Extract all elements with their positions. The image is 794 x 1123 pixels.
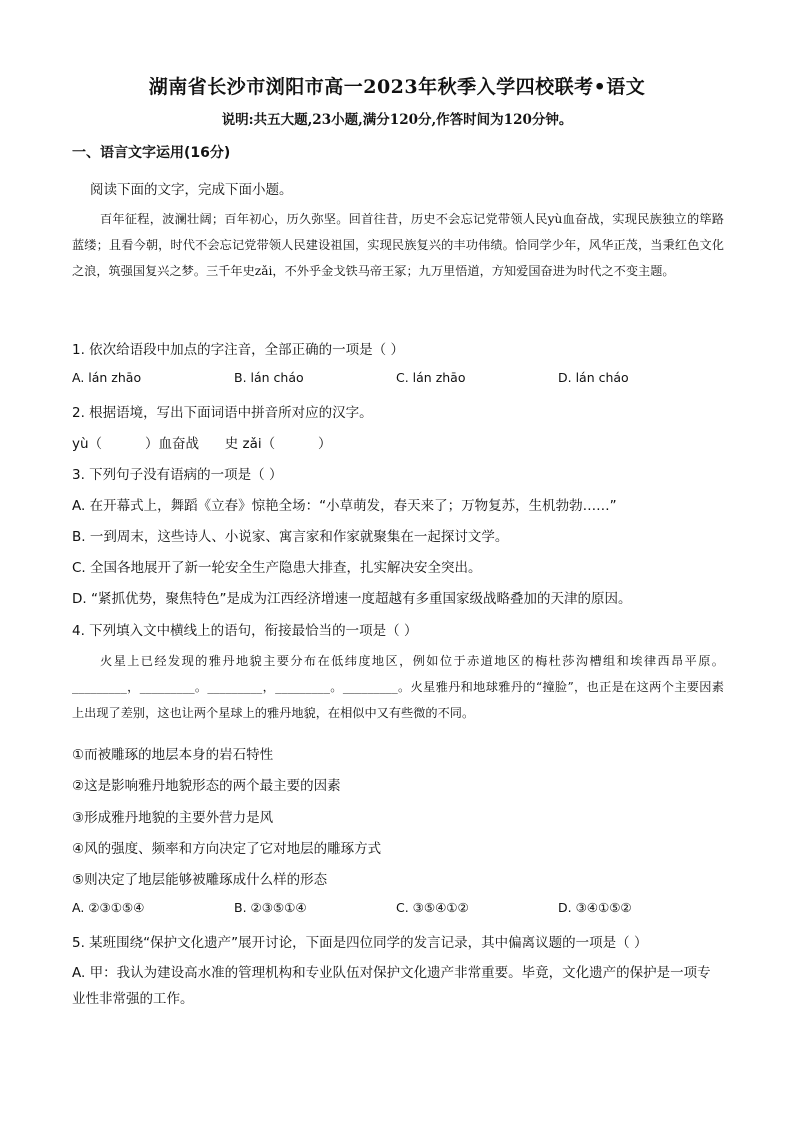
question-4-item-5: ⑤则决定了地层能够被雕琢成什么样的形态: [72, 872, 328, 888]
option-a[interactable]: A. ②③①⑤④: [72, 900, 145, 915]
question-4-item-1: ①而被雕琢的地层本身的岩石特性: [72, 747, 274, 763]
question-3-option-a[interactable]: A. 在开幕式上，舞蹈《立春》惊艳全场：“小草萌发，春天来了；万物复苏，生机勃勃……”: [72, 498, 617, 514]
question-4-stem: 4. 下列填入文中横线上的语句，衔接最恰当的一项是（ ）: [72, 623, 418, 639]
reading-passage: [72, 206, 724, 284]
option-b[interactable]: B. ②③⑤①④: [234, 900, 307, 915]
question-3-option-b[interactable]: B. 一到周末，这些诗人、小说家、寓言家和作家就聚集在一起探讨文学。: [72, 529, 509, 545]
option-d[interactable]: D. lán cháo: [558, 370, 629, 385]
option-d[interactable]: D. ③④①⑤②: [558, 900, 632, 915]
reading-intro: 阅读下面的文字，完成下面小题。: [90, 182, 293, 198]
option-a[interactable]: A. lán zhāo: [72, 370, 142, 385]
question-4-item-4: ④风的强度、频率和方向决定了它对地层的雕琢方式: [72, 841, 382, 857]
option-c[interactable]: C. ③⑤④①②: [396, 900, 469, 915]
question-5-stem: 5. 某班围绕“保护文化遗产”展开讨论，下面是四位同学的发言记录，其中偏离议题的一项是（ ）: [72, 935, 648, 951]
question-4-item-2: ②这是影响雅丹地貌形态的两个最主要的因素: [72, 778, 341, 794]
question-1-options: [72, 370, 732, 385]
option-b[interactable]: B. lán cháo: [234, 370, 304, 385]
option-c[interactable]: C. lán zhāo: [396, 370, 466, 385]
section-heading: 一、语言文字运用(16分): [72, 145, 231, 161]
exam-instructions: 说明:共五大题,23小题,满分120分,作答时间为120分钟。: [221, 112, 573, 128]
exam-title: 湖南省长沙市浏阳市高一2023年秋季入学四校联考•语文: [148, 76, 646, 98]
question-3-option-d[interactable]: D. “紧抓优势，聚焦特色”是成为江西经济增速一度超越有多重国家级战略叠加的天津的原因。: [72, 591, 632, 607]
question-2-answer-line: yù（ ）血奋战 史 zǎi（ ）: [72, 436, 332, 452]
passage-text: 百年征程，波澜壮阔；百年初心，历久弥坚。回首往昔，历史不会忘记党带领人民yù血奋战，实现民族独立的筚路蓝缕；且看今朝，时代不会忘记党带领人民建设祖国，实现民族复兴的丰功伟绩。恰同学少年，风华正茂，当秉红色文化之浪，筑强国复兴之梦。三千年史zǎi，不外乎金戈铁马帝王冢；九万里悟道，方知爱国奋进为时代之不变主题。: [72, 212, 724, 278]
question-4-item-3: ③形成雅丹地貌的主要外营力是风: [72, 810, 274, 826]
question-4-passage-text: 火星上已经发现的雅丹地貌主要分布在低纬度地区，例如位于赤道地区的梅杜莎沟槽组和埃律西昂平原。_________，_________。_________，_________。_________。火星雅丹和地球雅丹的“撞脸”，也正是在这两个主要因素上出现了差别，这也让两个星球上的雅丹地貌，在相似中又有些微的不同。: [72, 654, 724, 720]
question-4-passage: [72, 648, 724, 726]
question-2-stem: 2. 根据语境，写出下面词语中拼音所对应的汉字。: [72, 405, 373, 421]
question-3-option-c[interactable]: C. 全国各地展开了新一轮安全生产隐患大排查，扎实解决安全突出。: [72, 560, 482, 576]
question-1-stem: 1. 依次给语段中加点的字注音，全部正确的一项是（ ）: [72, 342, 404, 358]
question-5-option-a[interactable]: A. 甲：我认为建设高水准的管理机构和专业队伍对保护文化遗产非常重要。毕竟，文化遗产的保护是一项专业性非常强的工作。: [72, 965, 711, 1007]
question-3-stem: 3. 下列句子没有语病的一项是（ ）: [72, 467, 283, 483]
question-4-options: [72, 900, 732, 915]
